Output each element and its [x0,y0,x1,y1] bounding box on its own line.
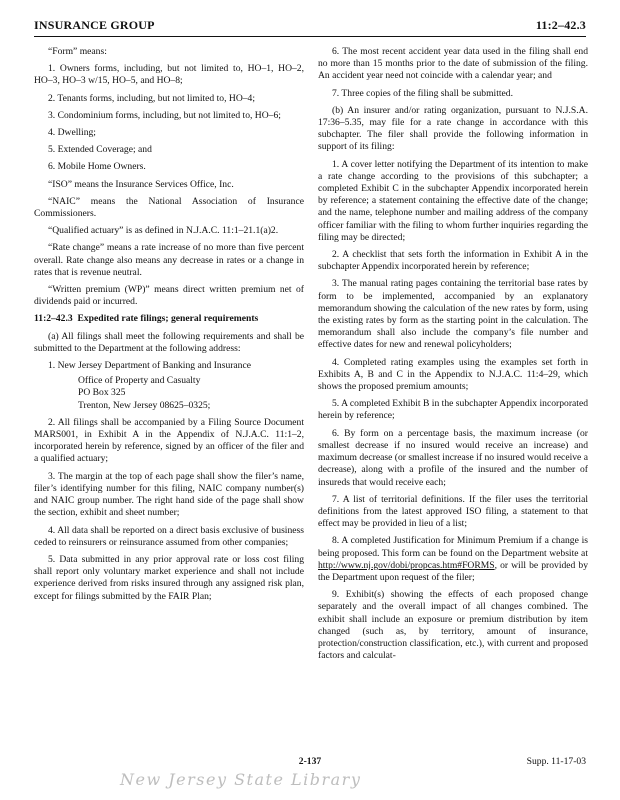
definition-iso: “ISO” means the Insurance Services Office, Inc. [48,178,234,190]
address-line-2: PO Box 325 [78,387,126,399]
para-b-8-text-end: , or will be provided by the Department upon request of the filer; [318,559,588,583]
definition-form: “Form” means: [48,46,107,57]
form-item-3: 3. Condominium forms, including, but not limited to, HO–6; [48,109,281,121]
para-b-1: 1. A cover letter notifying the Department of its intention to make a rate change according to the provisions of this subchapter; a completed Exhibit C in the subchapter Appendix incorporated herein by reference; a statement containing the effective date of the change; and the name, telephone number and mailing address of the company officer familiar with the filing to whom further inquiries regarding the filing may be directed; [318,158,588,243]
definition-naic: “NAIC” means the National Association of Insurance Commissioners. [34,195,304,220]
right-column [318,46,588,667]
page-number: 2-137 [298,756,322,767]
para-a-6: 6. The most recent accident year data used in the filing shall end no more than 15 months prior to the date of submission of the filing. An accident year need not coincide with a calendar year; and [318,46,588,82]
para-b-7: 7. A list of territorial definitions. If the filer uses the territorial definitions from the latest approved ISO filing, a statement to that effect may be provided in lieu of a list; [318,493,588,530]
section-heading [34,313,304,325]
form-item-2: 2. Tenants forms, including, but not limited to, HO–4; [48,92,256,104]
definition-rate-change: “Rate change” means a rate increase of no more than five percent overall. Rate change also means any decrease in rates or a change in rates that is revenue neutral. [34,242,304,278]
header-group-title: INSURANCE GROUP [34,18,155,32]
form-item-4: 4. Dwelling; [48,127,96,139]
forms-link[interactable]: http://www.nj.gov/dobi/propcas.htm#FORMS [318,559,495,571]
address-line-3: Trenton, New Jersey 08625–0325; [78,399,211,411]
definition-qualified-actuary: “Qualified actuary” is as defined in N.J.A.C. 11:1–21.1(a)2. [48,225,279,237]
header-section-number: 11:2–42.3 [535,18,586,32]
para-a-4: 4. All data shall be reported on a direct basis exclusive of business ceded to reinsurers or reinsurance assumed from other companies; [34,524,304,548]
para-b-8 [318,535,588,584]
left-column [34,46,304,608]
form-item-6: 6. Mobile Home Owners. [48,161,146,173]
form-item-1: 1. Owners forms, including, but not limited to, HO–1, HO–2, HO–3, HO–3 w/15, HO–5, and HO–8; [34,63,304,87]
para-b-5: 5. A completed Exhibit B in the subchapter Appendix incorporated herein by reference; [318,398,588,422]
para-b-2: 2. A checklist that sets forth the information in Exhibit A in the subchapter Appendix incorporated herein by reference; [318,249,588,273]
section-title: Expedited rate filings; general requirements [77,313,259,325]
address-line-1: Office of Property and Casualty [78,375,201,387]
para-a-5: 5. Data submitted in any prior approval rate or loss cost filing shall report only voluntary market experience and shall not include experience derived from risks insured through any assigned risk plan, except for filings submitted by the FAIR Plan; [34,553,304,602]
library-stamp: New Jersey State Library [120,770,362,789]
para-b-3: 3. The manual rating pages containing the territorial base rates by form to be implemented, accompanied by an explanatory memorandum showing the calculation of the new rates by form, using the existing rates by form as the starting point in the calculation. The memorandum shall also include the company’s file number and effective dates for new and renewal policyholders; [318,278,588,351]
para-b-8-text: 8. A completed Justification for Minimum Premium if a change is being proposed. This form can be found on the Department website at [318,535,588,559]
supplement-date: Supp. 11-17-03 [526,756,586,767]
para-b-6: 6. By form on a percentage basis, the maximum increase (or smallest decrease if no insured would receive an increase) and maximum decrease (or smallest increase if no insured would receive a decrease), along with a profile of the insured and the number of insureds that would receive each; [318,427,588,488]
para-b-9: 9. Exhibit(s) showing the effects of each proposed change separately and the overall impact of all changes combined. The exhibit shall include an exposure or premium distribution by item changed (such as, by territory, amount of insurance, protection/construction classification, etc.), with current and proposed factors and calculat- [318,589,588,662]
para-a-7: 7. Three copies of the filing shall be submitted. [332,87,513,99]
para-a: (a) All filings shall meet the following requirements and shall be submitted to the Department at the following address: [34,330,304,354]
para-b-4: 4. Completed rating examples using the examples set forth in Exhibits A, B and C in the Appendix to N.J.A.C. 11:4–29, which shows the proposed premium amounts; [318,356,588,393]
header-rule [34,36,586,37]
para-a-2: 2. All filings shall be accompanied by a Filing Source Document MARS001, in Exhibit A in the Appendix of N.J.A.C. 11:1–2, incorporated herein by reference, signed by an officer of the filer and a qualified actuary; [34,416,304,465]
definition-written-premium: “Written premium (WP)” means direct written premium net of dividends paid or incurred. [34,284,304,308]
para-a-1: 1. New Jersey Department of Banking and Insurance [48,360,252,372]
form-item-5: 5. Extended Coverage; and [48,144,152,156]
section-number: 11:2–42.3 [34,313,73,325]
para-a-3: 3. The margin at the top of each page shall show the filer’s name, filer’s identifying number for this filing, NAIC company number(s) and NAIC group number. The right hand side of the page shall show the section, exhibit and sheet number; [34,470,304,519]
para-b: (b) An insurer and/or rating organization, pursuant to N.J.S.A. 17:36–5.35, may file for a rate change in accordance with this subchapter. The filer shall provide the following information in support of its filing: [318,104,588,153]
